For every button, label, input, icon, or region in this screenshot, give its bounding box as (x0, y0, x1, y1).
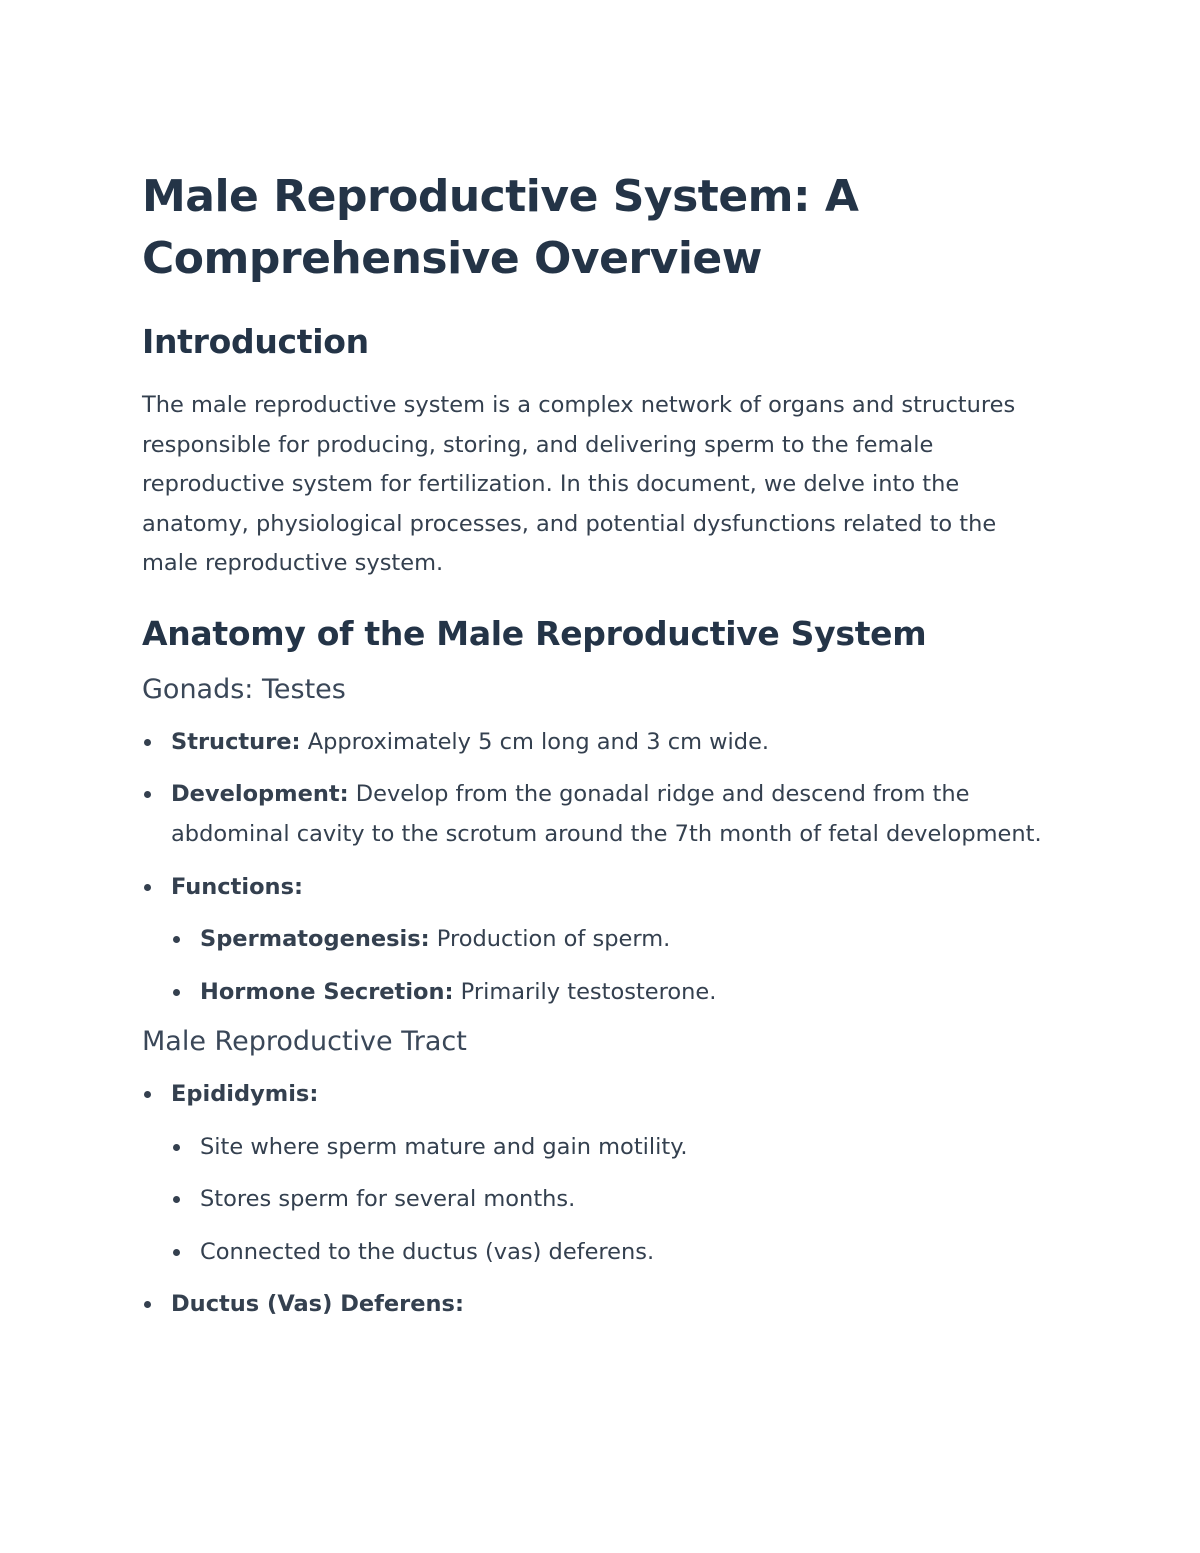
spermatogenesis-label: Spermatogenesis: (200, 926, 430, 952)
structure-text: Approximately 5 cm long and 3 cm wide. (300, 728, 770, 755)
list-item (171, 972, 1042, 1012)
ductus-deferens-label: Ductus (Vas) Deferens: (171, 1291, 464, 1317)
anatomy-heading: Anatomy of the Male Reproductive System (142, 613, 927, 653)
development-label: Development: (171, 781, 349, 807)
tract-list (142, 1074, 1042, 1324)
list-item: Stores sperm for several months. (171, 1179, 1042, 1219)
list-item (142, 1074, 1042, 1272)
functions-list (171, 919, 1042, 1012)
epididymis-list (171, 1127, 1042, 1272)
list-item (142, 867, 1042, 1012)
page-title: Male Reproductive System: A Comprehensive Overview (142, 171, 859, 284)
spermatogenesis-text: Production of sperm. (429, 926, 671, 952)
structure-label: Structure: (171, 728, 301, 755)
list-item: Site where sperm mature and gain motility. (171, 1127, 1042, 1167)
list-item (142, 1284, 1042, 1324)
list-item (171, 919, 1042, 959)
list-item (142, 722, 1042, 762)
list-item (142, 774, 1042, 854)
introduction-heading: Introduction (142, 322, 369, 361)
list-item: Connected to the ductus (vas) deferens. (171, 1232, 1042, 1272)
introduction-paragraph: The male reproductive system is a complex network of organs and structures responsible for producing, storing, and delivering sperm to the female reproductive system for fertilization. In this document, we delve into the anatomy, physiological processes, and potential dysfunctions related to the male reproductive system. (142, 392, 1016, 576)
hormone-secretion-label: Hormone Secretion: (200, 978, 454, 1005)
document-page (142, 166, 1042, 1337)
development-text: Develop from the gonadal ridge and descend from the abdominal cavity to the scrotum around the 7th month of fetal development. (171, 781, 1042, 847)
gonads-list (142, 722, 1042, 1012)
functions-label: Functions: (171, 873, 303, 900)
gonads-heading: Gonads: Testes (142, 673, 346, 705)
epididymis-label: Epididymis: (171, 1081, 319, 1107)
hormone-secretion-text: Primarily testosterone. (453, 978, 717, 1005)
tract-heading: Male Reproductive Tract (142, 1026, 467, 1057)
